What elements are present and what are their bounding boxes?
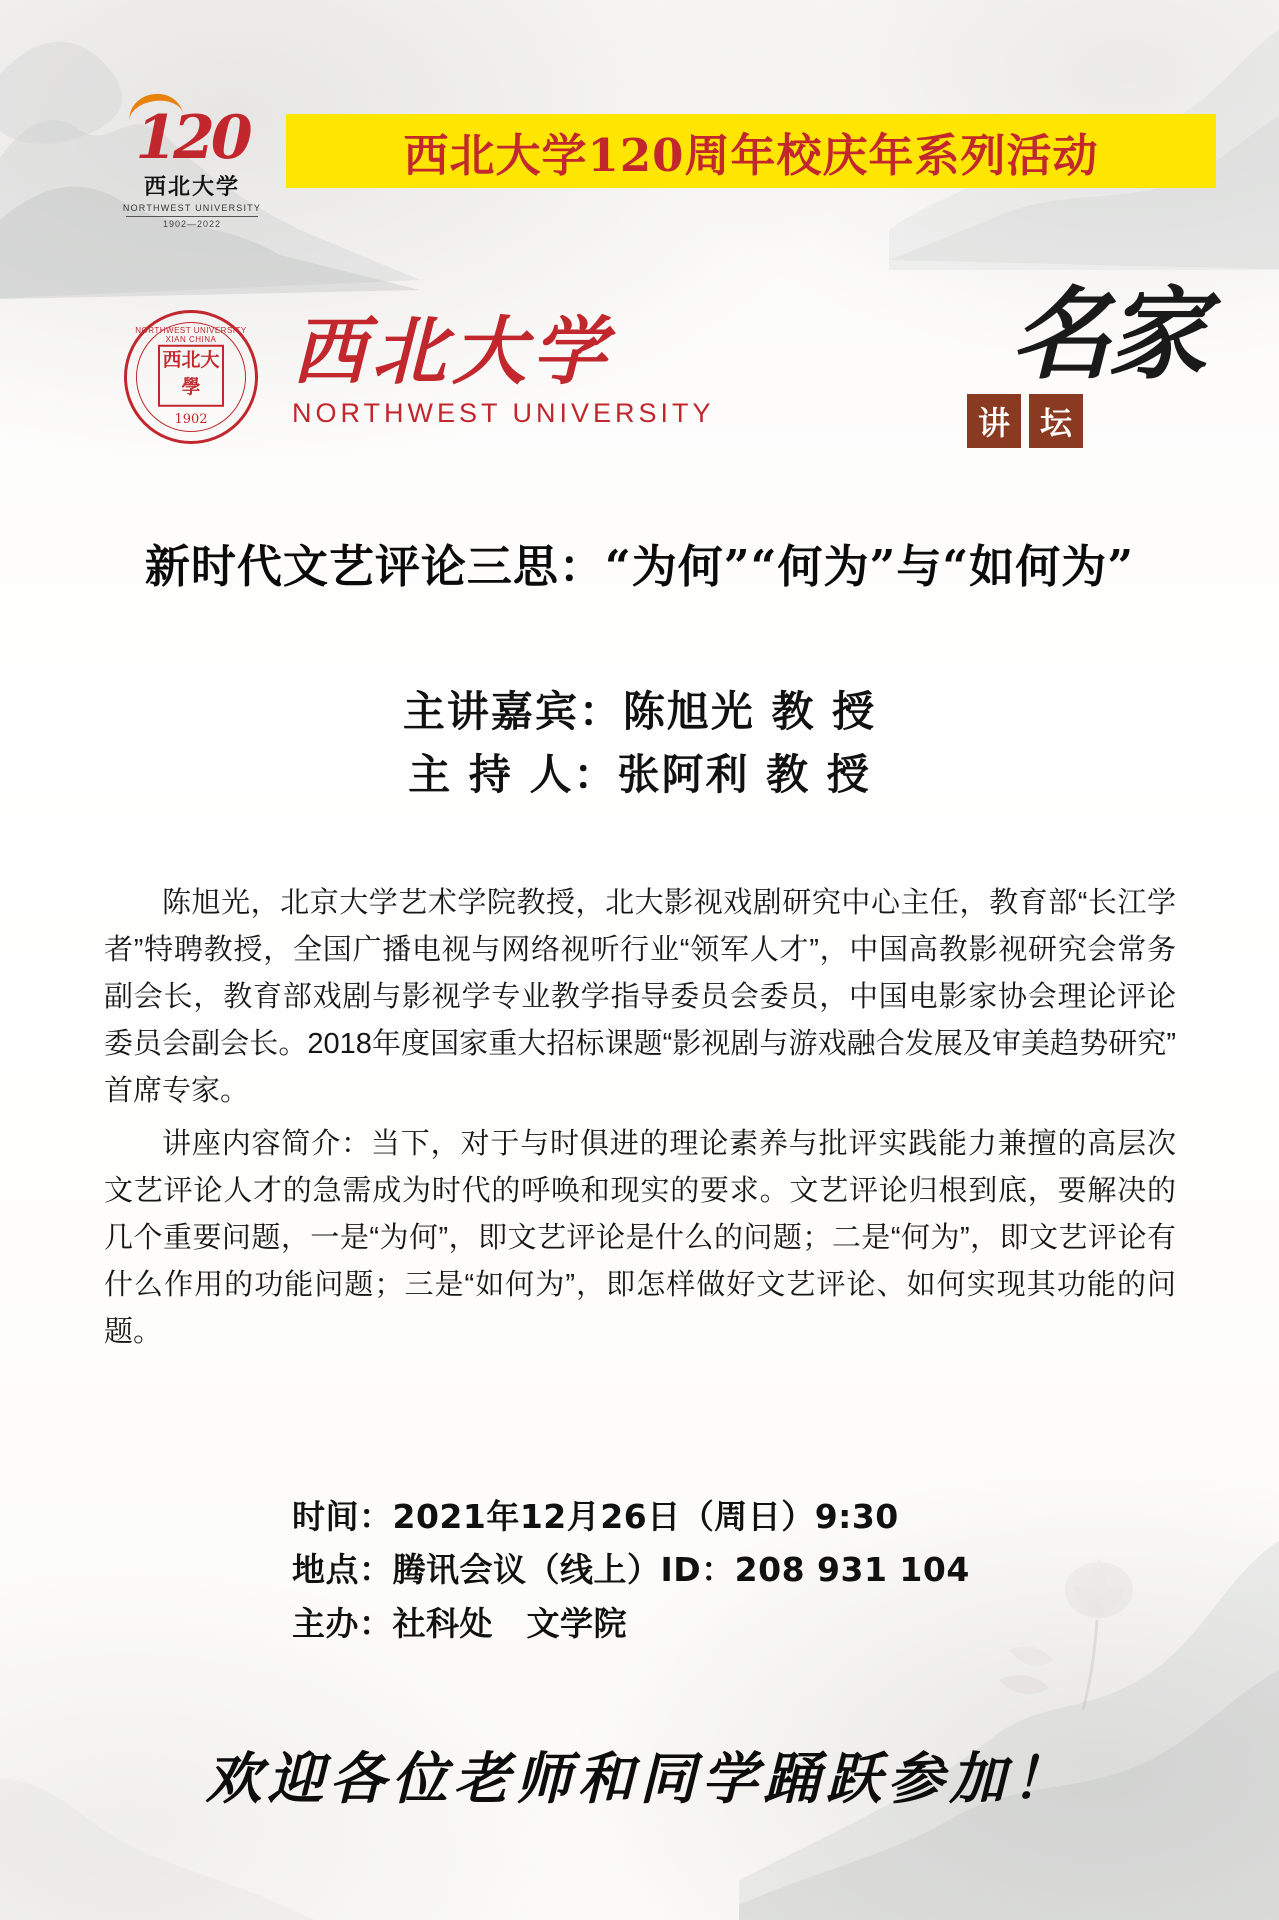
speaker-block (0, 680, 1279, 806)
host-line: 主 持 人：张阿利 教 授 (408, 750, 871, 799)
page-title: 新时代文艺评论三思：“为何”“何为”与“如何为” (144, 540, 1135, 593)
anniversary-banner (286, 114, 1216, 188)
lotus-decoration (979, 1530, 1159, 1730)
speaker-line: 主讲嘉宾：陈旭光 教 授 (402, 687, 877, 736)
forum-box-tan: 坛 (1029, 394, 1083, 448)
university-seal-icon (124, 310, 258, 444)
header (0, 92, 1279, 232)
speaker-bio: 陈旭光，北京大学艺术学院教授，北大影视戏剧研究中心主任，教育部“长江学者”特聘教授，全国广播电视与网络视听行业“领军人才”，中国高教影视研究会常务副会长，教育部戏剧与影视学专业教学指导委员会委员，中国电影家协会理论评论委员会副会长。2018年度国家重大招标课题“影视剧与游戏融合发展及审美趋势研究”首席专家。 (104, 887, 1176, 1107)
identity-row (0, 275, 1279, 470)
anniversary-banner-text: 西北大学120周年校庆年系列活动 (403, 128, 1099, 182)
body-text (104, 880, 1176, 1362)
ink-wash-mountain-bottom-right (739, 1410, 1279, 1920)
forum-logo (953, 275, 1203, 454)
seal-english-text: NORTHWEST UNIVERSITY XIAN CHINA (135, 326, 247, 344)
event-info (292, 1490, 970, 1650)
anniversary-number (112, 103, 272, 173)
anniversary-university-en: NORTHWEST UNIVERSITY (122, 203, 262, 213)
anniversary-number-text: 120 (135, 103, 249, 173)
university-name-en: NORTHWEST UNIVERSITY (292, 397, 715, 428)
university-wordmark (292, 309, 752, 429)
lecture-abstract: 讲座内容简介：当下，对于与时俱进的理论素养与批评实践能力兼擅的高层次文艺评论人才的急需成为时代的呼唤和现实的要求。文艺评论归根到底，要解决的几个重要问题，一是“为何”，即文艺评论是什么的问题；二是“何为”，即文艺评论有什么作用的功能问题；三是“如何为”，即怎样做好文艺评论、如何实现其功能的问题。 (104, 1127, 1176, 1348)
seal-year: 1902 (174, 412, 208, 427)
event-time: 时间：2021年12月26日（周日）9:30 (292, 1497, 899, 1536)
event-organizer: 主办：社科处 文学院 (292, 1603, 627, 1643)
footer-slogan: 欢迎各位老师和同学踊跃参加！ (205, 1746, 1074, 1812)
forum-title-characters: 名家 (1011, 275, 1203, 393)
anniversary-university-cn: 西北大学 (143, 174, 240, 200)
forum-seal-boxes (967, 394, 1083, 448)
university-name-cn: 西北大学 (292, 309, 612, 395)
anniversary-logo (112, 103, 272, 229)
event-place: 地点：腾讯会议（线上）ID：208 931 104 (292, 1550, 970, 1590)
seal-core-characters: 西北大學 (158, 345, 224, 407)
forum-box-jiang: 讲 (967, 394, 1021, 448)
anniversary-years: 1902—2022 (126, 216, 258, 229)
